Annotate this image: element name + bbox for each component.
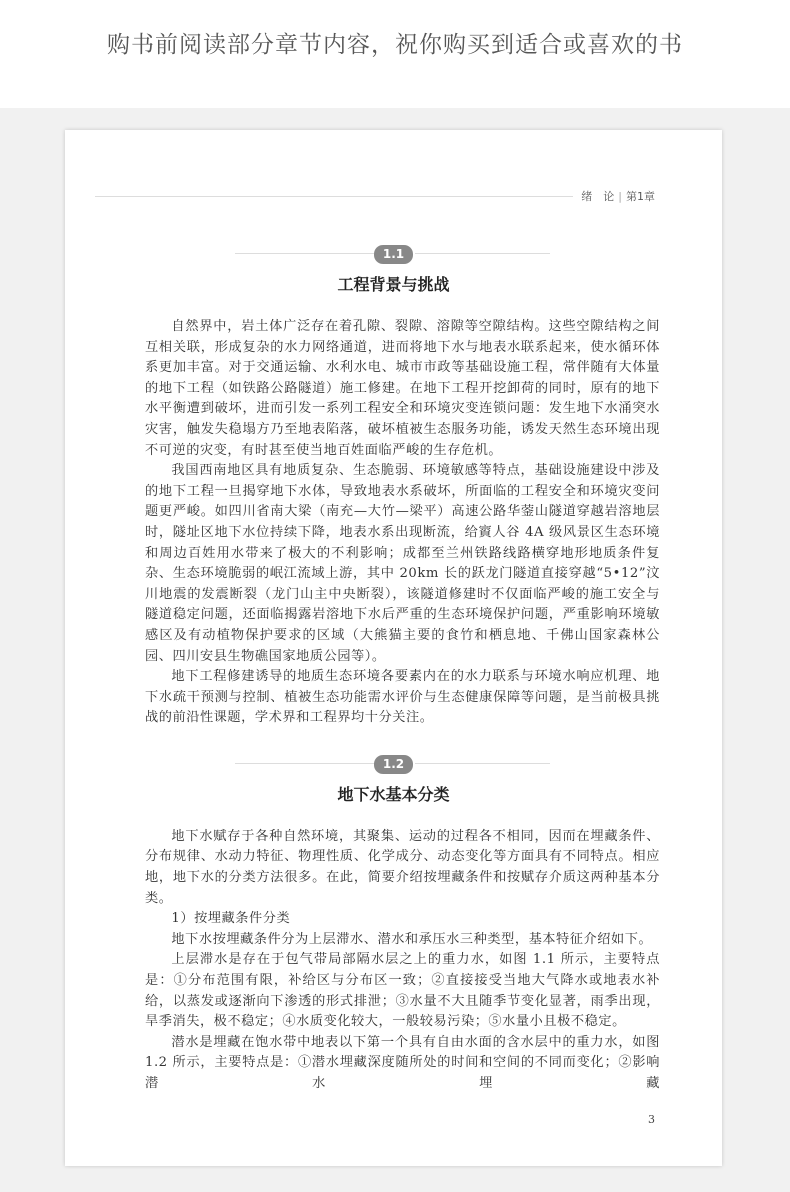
paragraph: 地下水按埋藏条件分为上层滞水、潜水和承压水三种类型，基本特征介绍如下。 [171, 931, 653, 947]
section-title: 工程背景与挑战 [337, 275, 450, 294]
section-heading-1-1 [65, 243, 722, 295]
divider [415, 763, 550, 764]
banner-area [0, 0, 790, 108]
paragraph: 上层滞水是存在于包气带局部隔水层之上的重力水，如图 1.1 所示，主要特点是：①分布范围有限，补给区与分布区一致；②直接接受当地大气降水或地表水补给，以蒸发或逐渐向下渗透的形式排泄；③水量不大且随季节变化显著，雨季出现，旱季消失，极不稳定；④水质变化较大，一般较易污染；⑤水量小且极不稳定。 [145, 952, 660, 1030]
running-head-separator: | [618, 190, 622, 203]
divider [235, 763, 375, 764]
paragraph: 我国西南地区具有地质复杂、生态脆弱、环境敏感等特点，基础设施建设中涉及的地下工程一旦揭穿地下水体，导致地表水系破坏，所面临的工程安全和环境灾变问题更严峻。如四川省南大梁（南充—大竹—梁平）高速公路华蓥山隧道穿越岩溶地层时，隧址区地下水位持续下降，地表水系出现断流，给賨人谷 4A 级风景区生态环境和周边百姓用水带来了极大的不利影响；成都至兰州铁路线路横穿地形地质条件复杂、生态环境脆弱的岷江流域上游，其中 20km 长的跃龙门隧道直接穿越“5•12”汶川地震的发震断裂（龙门山主中央断裂），该隧道修建时不仅面临严峻的施工安全与隧道稳定问题，还面临揭露岩溶地下水后严重的生态环境保护问题，严重影响环境敏感区及有动植物保护要求的区域（大熊猫主要的食竹和栖息地、千佛山国家森林公园、四川安县生物礁国家地质公园等）。 [145, 463, 660, 664]
section-body-1-1 [145, 317, 660, 729]
paragraph: 地下水赋存于各种自然环境，其聚集、运动的过程各不相同，因而在埋藏条件、分布规律、水动力特征、物理性质、化学成分、动态变化等方面具有不同特点。相应地，地下水的分类方法很多。在此，简要介绍按埋藏条件和按赋存介质这两种基本分类。 [145, 828, 660, 906]
section-body-1-2 [145, 827, 660, 1095]
running-head [95, 188, 655, 204]
running-head-rule [95, 196, 655, 197]
section-number-badge: 1.1 [374, 245, 413, 264]
subheading: 1）按埋藏条件分类 [171, 911, 291, 927]
divider [235, 253, 375, 254]
section-heading-1-2 [65, 753, 722, 805]
running-head-section: 绪 论 [581, 190, 615, 203]
running-head-chapter: 第1章 [626, 190, 655, 203]
preview-banner: 购书前阅读部分章节内容，祝你购买到适合或喜欢的书 [107, 32, 683, 58]
page-number: 3 [648, 1112, 655, 1126]
divider [415, 253, 550, 254]
paragraph: 潜水是埋藏在饱水带中地表以下第一个具有自由水面的含水层中的重力水，如图 1.2 所示，主要特点是：①潜水埋藏深度随所处的时间和空间的不同而变化；②影响潜水埋藏 [145, 1034, 660, 1091]
paragraph: 自然界中，岩土体广泛存在着孔隙、裂隙、溶隙等空隙结构。这些空隙结构之间互相关联，形成复杂的水力网络通道，进而将地下水与地表水联系起来，使水循环体系更加丰富。对于交通运输、水利水电、城市市政等基础设施工程，常伴随有大体量的地下工程（如铁路公路隧道）施工修建。在地下工程开挖卸荷的同时，原有的地下水平衡遭到破坏，进而引发一系列工程安全和环境灾变连锁问题：发生地下水涌突水灾害，触发失稳塌方乃至地表陷落，破坏植被生态服务功能，诱发天然生态环境出现不可逆的灾变，有时甚至使当地百姓面临严峻的生存危机。 [145, 319, 660, 458]
section-title: 地下水基本分类 [337, 784, 450, 804]
paragraph: 地下工程修建诱导的地质生态环境各要素内在的水力联系与环境水响应机理、地下水疏干预测与控制、植被生态功能需水评价与生态健康保障等问题，是当前极具挑战的前沿性课题，学术界和工程界均十分关注。 [145, 669, 660, 726]
section-number-badge: 1.2 [374, 755, 413, 774]
book-page [65, 130, 722, 1166]
